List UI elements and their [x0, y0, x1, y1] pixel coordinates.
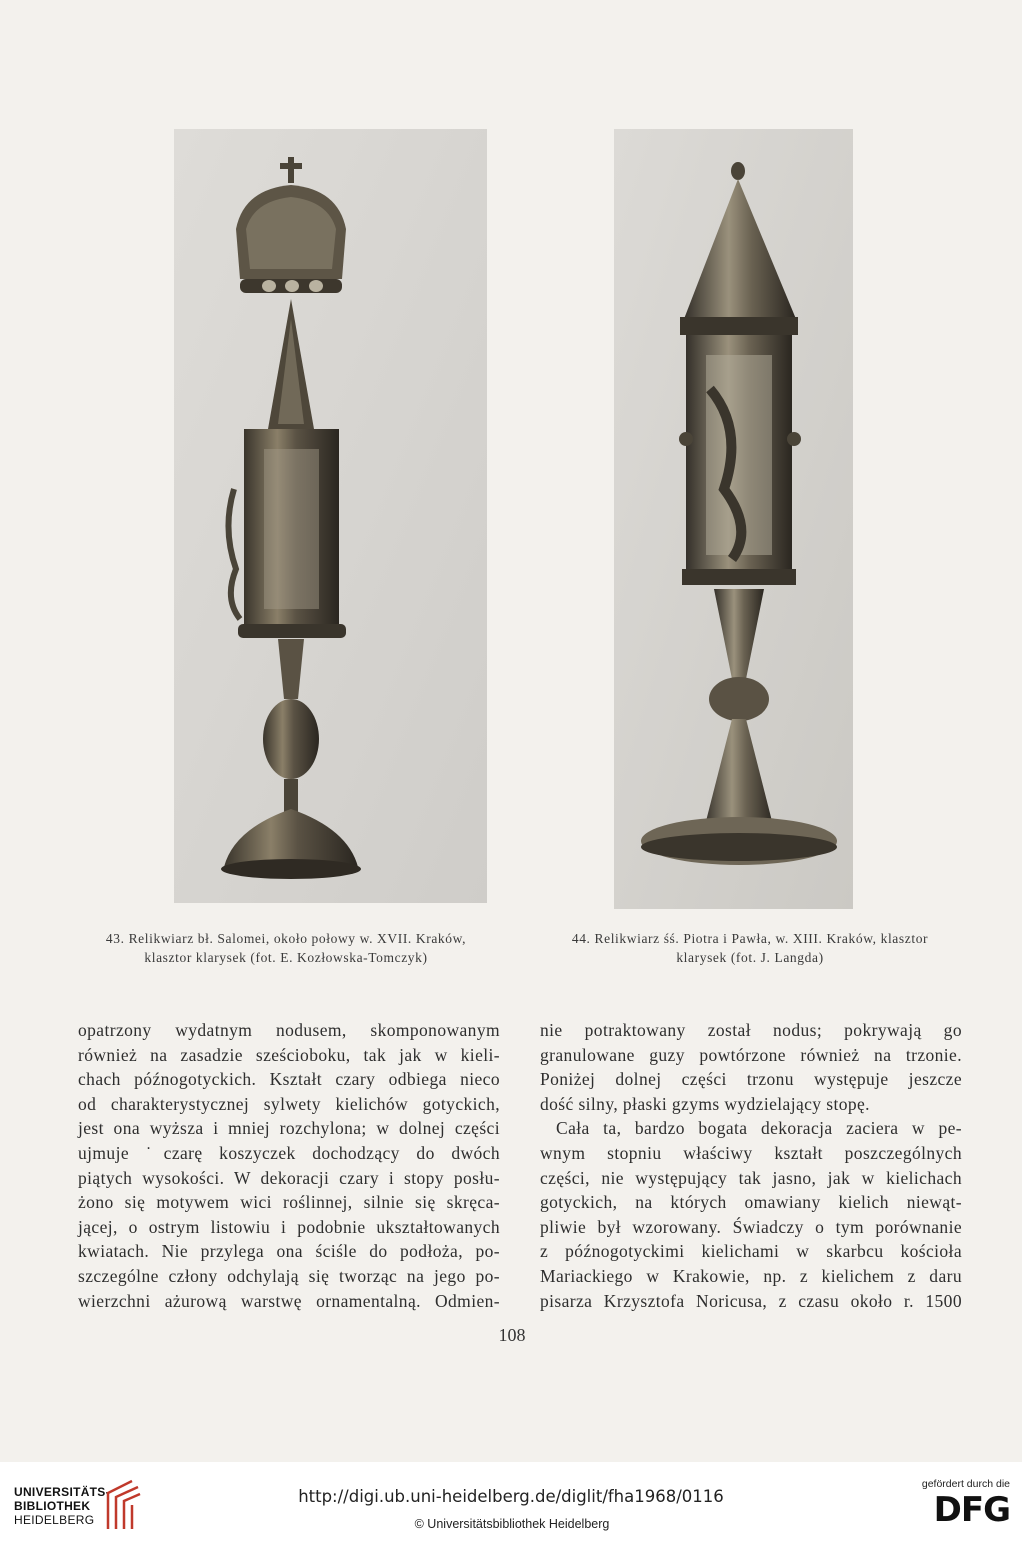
figure-caption-43 — [70, 929, 502, 967]
library-logo-line: HEIDELBERG — [14, 1513, 95, 1527]
text-line: granulowane guzy powtórzone również na trzonie. — [540, 1044, 962, 1065]
text-line: ujmuje ˙czarę koszyczek dochodzący do dwóch — [78, 1142, 500, 1163]
text-line: kwiatach. Nie przylega ona ściśle do podłoża, po- — [78, 1241, 500, 1262]
text-line: Cała ta, bardzo bogata dekoracja zaciera w pe- — [556, 1118, 962, 1139]
text-line: opatrzony wydatnym nodusem, skomponowanym — [78, 1020, 500, 1040]
reliquary-43-illustration — [174, 129, 487, 903]
text-line: żono się motywem wici roślinnej, silnie się skręca- — [78, 1192, 500, 1213]
text-column-left — [78, 1018, 500, 1313]
text-line: piątych wysokości. W dekoracji czary i stopy posłu- — [78, 1167, 500, 1188]
text-line: wnym stopniu właściwy kształt poszczególnych — [540, 1142, 962, 1163]
text-line: części, nie występujący tak jasno, jak w kielichach — [540, 1167, 962, 1188]
dfg-logo-icon[interactable] — [906, 1478, 1010, 1534]
text-line: również na zasadzie sześcioboku, tak jak w kieli- — [78, 1044, 500, 1065]
text-line: nie potraktowany został nodus; pokrywają go — [540, 1020, 962, 1040]
caption-line: 44. Relikwiarz śś. Piotra i Pawła, w. XIII. Kraków, klasztor — [571, 931, 929, 946]
text-line: chach późnogotyckich. Kształt czary odbiega nieco — [78, 1069, 500, 1090]
permalink-url[interactable]: http://digi.ub.uni-heidelberg.de/diglit/fha1968/0116 — [298, 1487, 724, 1506]
caption-line: klasztor klarysek (fot. E. Kozłowska-Tomczyk) — [144, 950, 428, 965]
page-number: 108 — [498, 1325, 526, 1345]
copyright-notice: © Universitätsbibliothek Heidelberg — [414, 1517, 610, 1531]
text-column-right — [540, 1018, 962, 1313]
text-line: z późnogotyckimi kielichami w skarbcu kościoła — [540, 1241, 962, 1262]
text-line: szczególne człony odchylają się tworząc na jego po- — [78, 1265, 500, 1286]
text-line: Poniżej dolnej części trzonu występuje jeszcze — [540, 1069, 962, 1090]
library-logo-line: BIBLIOTHEK — [14, 1499, 91, 1513]
photo-reliquary-43 — [174, 129, 487, 903]
caption-line: 43. Relikwiarz bł. Salomei, około połowy w. XVII. Kraków, — [105, 931, 467, 946]
text-line: gotyckich, na których omawiany kielich niewąt- — [540, 1192, 962, 1213]
ub-heidelberg-mark-icon — [102, 1479, 142, 1531]
library-logo-line: UNIVERSITÄTS- — [14, 1485, 110, 1499]
text-line: Mariackiego w Krakowie, np. z kielichem z daru — [540, 1265, 962, 1286]
text-line: jącej, o ostrym listowiu i podobnie ukształtowanych — [78, 1216, 500, 1237]
figure-caption-44 — [533, 929, 967, 967]
caption-line: klarysek (fot. J. Langda) — [676, 950, 824, 965]
text-line: wierzchni ażurową warstwę ornamentalną. Odmien- — [78, 1290, 500, 1311]
text-line: od charakterystycznej sylwety kielichów gotyckich, — [78, 1093, 500, 1114]
text-line: jest ona wyższa i mniej rozchylona; w dolnej części — [78, 1118, 500, 1139]
funder-logo-text: DFG — [933, 1490, 1010, 1530]
library-logo[interactable] — [14, 1477, 164, 1533]
text-line: pisarza Krzysztofa Noricusa, z czasu około r. 1500 — [540, 1290, 962, 1311]
text-line: pliwie był wzorowany. Świadczy o tym porównanie — [540, 1216, 962, 1237]
reliquary-44-illustration — [614, 129, 853, 909]
funding-label: gefördert durch die — [921, 1478, 1010, 1490]
text-line: dość silny, płaski gzyms wydzielający stopę. — [540, 1093, 870, 1114]
photo-reliquary-44 — [614, 129, 853, 909]
